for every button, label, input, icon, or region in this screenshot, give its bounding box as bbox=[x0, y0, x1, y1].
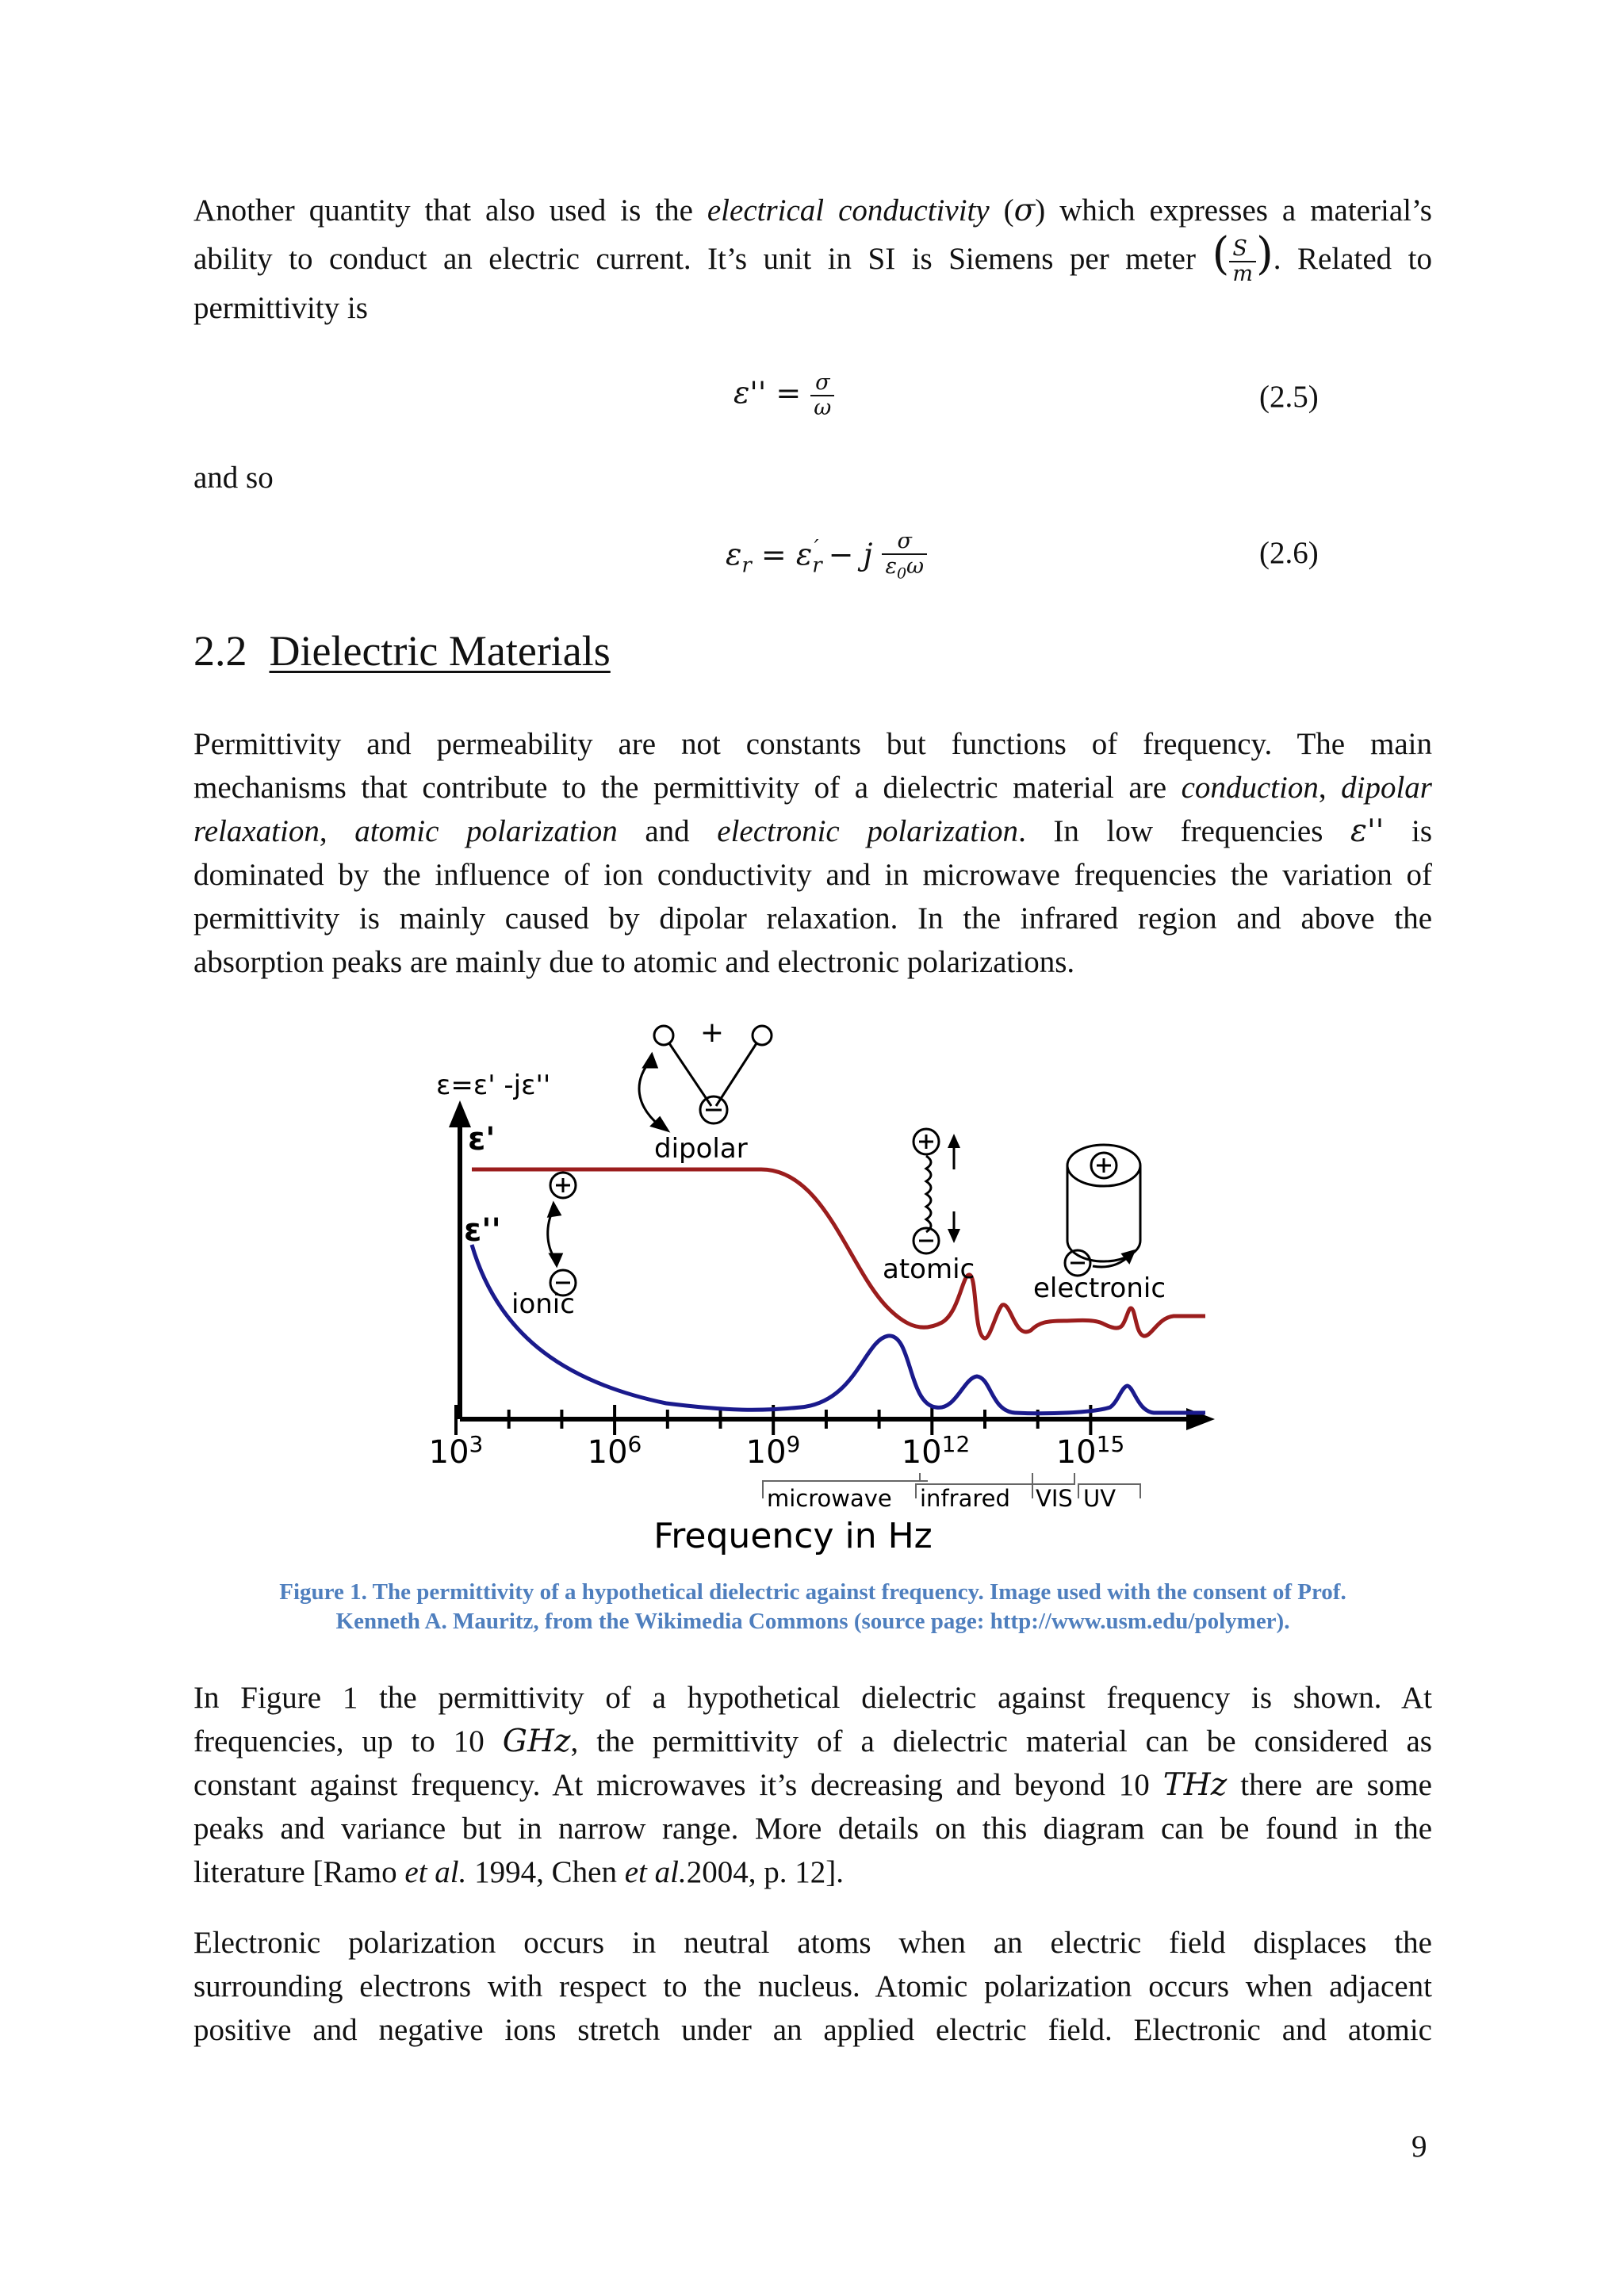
text-line: permittivity is bbox=[193, 291, 368, 326]
equation-label: ε=ε' -jε'' bbox=[436, 1070, 551, 1101]
equation-2-6: $\varepsilon_r = \varepsilon_r' - j$ $\frac{\sigma}{\varepsilon_0\omega}$ bbox=[726, 530, 927, 585]
text-line: constant against frequency. At microwaves it’s decreasing and beyond 10 THz there are some bbox=[193, 1767, 1432, 1803]
text-line: dominated by the influence of ion conductivity and in microwave frequencies the variation of bbox=[193, 858, 1432, 892]
x-tick-label: $10^{15}$ bbox=[1055, 1431, 1125, 1471]
text-line: frequencies, up to 10 GHz, the permittivity of a dielectric material can be considered as bbox=[193, 1724, 1432, 1759]
axes bbox=[460, 1118, 1197, 1419]
unit-fraction: ( bbox=[1212, 228, 1230, 280]
paragraph-polarization bbox=[193, 1921, 1432, 2052]
x-tick-label: $10^9$ bbox=[745, 1431, 801, 1471]
equation-number-2-5: (2.5) bbox=[1259, 380, 1319, 414]
dipole-end-icon bbox=[753, 1026, 772, 1045]
section-number: 2.2 bbox=[193, 627, 247, 675]
text-line: absorption peaks are mainly due to atomic and electronic polarizations. bbox=[193, 945, 1075, 979]
text-line: ability to conduct an electric current. It’s unit in SI is Siemens per meter ( $\frac{S}{m}$ ). Related to bbox=[193, 228, 1432, 287]
caption-line: Figure 1. The permittivity of a hypothetical dielectric against frequency. Image used with the consent of Prof. bbox=[279, 1579, 1346, 1605]
x-tick-label: $10^6$ bbox=[587, 1431, 642, 1471]
atomic-label: atomic bbox=[883, 1253, 975, 1285]
spring-icon bbox=[926, 1156, 931, 1232]
electronic-label: electronic bbox=[1033, 1272, 1166, 1304]
text-line: surrounding electrons with respect to the nucleus. Atomic polarization occurs when adjacent bbox=[193, 1969, 1432, 2003]
text-line: Permittivity and permeability are not constants but functions of frequency. The main bbox=[193, 727, 1432, 761]
eps-double-prime-label: ε'' bbox=[464, 1212, 501, 1249]
ionic-label: ionic bbox=[511, 1288, 575, 1320]
and-so-text: and so bbox=[193, 461, 274, 495]
permittivity-diagram bbox=[412, 1007, 1229, 1562]
band-label-microwave: microwave bbox=[767, 1485, 892, 1512]
paragraph-figure-discussion bbox=[193, 1676, 1432, 1894]
x-tick-label: $10^{12}$ bbox=[901, 1431, 971, 1471]
text-line: permittivity is mainly caused by dipolar relaxation. In the infrared region and above the bbox=[193, 901, 1432, 936]
band-label-infrared: infrared bbox=[920, 1485, 1010, 1512]
text-line: relaxation, atomic polarization and electronic polarization. In low frequencies ε'' is bbox=[193, 813, 1433, 849]
section-heading bbox=[193, 626, 611, 675]
rotation-arrow-icon bbox=[639, 1061, 660, 1126]
x-axis-title: Frequency in Hz bbox=[653, 1516, 933, 1556]
text-line: Electronic polarization occurs in neutral atoms when an electric field displaces the bbox=[193, 1926, 1432, 1960]
dipolar-label: dipolar bbox=[654, 1133, 748, 1165]
caption-line: Kenneth A. Mauritz, from the Wikimedia Commons (source page: http://www.usm.edu/polymer). bbox=[335, 1609, 1290, 1634]
electronic-mechanism bbox=[1065, 1145, 1140, 1276]
band-label-vis: VIS bbox=[1036, 1485, 1073, 1512]
eps-prime-curve bbox=[472, 1169, 1205, 1338]
ionic-mechanism bbox=[548, 1173, 576, 1295]
atomic-mechanism bbox=[914, 1129, 960, 1253]
page-number: 9 bbox=[1411, 2130, 1427, 2164]
plus-sign: + bbox=[699, 1016, 725, 1049]
text-line: mechanisms that contribute to the permittivity of a dielectric material are conduction, dipolar bbox=[193, 771, 1432, 805]
text-line: positive and negative ions stretch under an applied electric field. Electronic and atomic bbox=[193, 2013, 1432, 2047]
text-line: Another quantity that also used is the electrical conductivity (σ) which expresses a material’s bbox=[193, 193, 1432, 228]
equation-number-2-6: (2.6) bbox=[1259, 536, 1319, 570]
text-line: In Figure 1 the permittivity of a hypothetical dielectric against frequency is shown. At bbox=[193, 1681, 1432, 1715]
band-label-uv: UV bbox=[1083, 1485, 1116, 1512]
x-tick-label: $10^3$ bbox=[428, 1431, 484, 1471]
dipole-end-icon bbox=[654, 1026, 673, 1045]
band-labels bbox=[767, 1485, 1116, 1512]
x-tick-labels bbox=[429, 1431, 1125, 1471]
text-line: literature [Ramo et al. 1994, Chen et al.2004, p. 12]. bbox=[193, 1855, 844, 1889]
paragraph-dielectric bbox=[193, 722, 1432, 984]
eps-prime-label: ε' bbox=[468, 1121, 496, 1158]
text-line: peaks and variance but in narrow range. More details on this diagram can be found in the bbox=[193, 1812, 1432, 1846]
equation-2-5: ε'' = $\frac{\sigma}{\omega}$ bbox=[733, 371, 834, 420]
eps-double-prime-curve bbox=[472, 1245, 1205, 1414]
section-title: Dielectric Materials bbox=[269, 627, 611, 675]
paragraph-conductivity bbox=[193, 189, 1432, 330]
permittivity-figure bbox=[412, 1007, 1229, 1562]
unit-fraction-body: $\frac{S}{m}$ bbox=[1229, 237, 1256, 286]
figure-caption bbox=[193, 1578, 1432, 1636]
